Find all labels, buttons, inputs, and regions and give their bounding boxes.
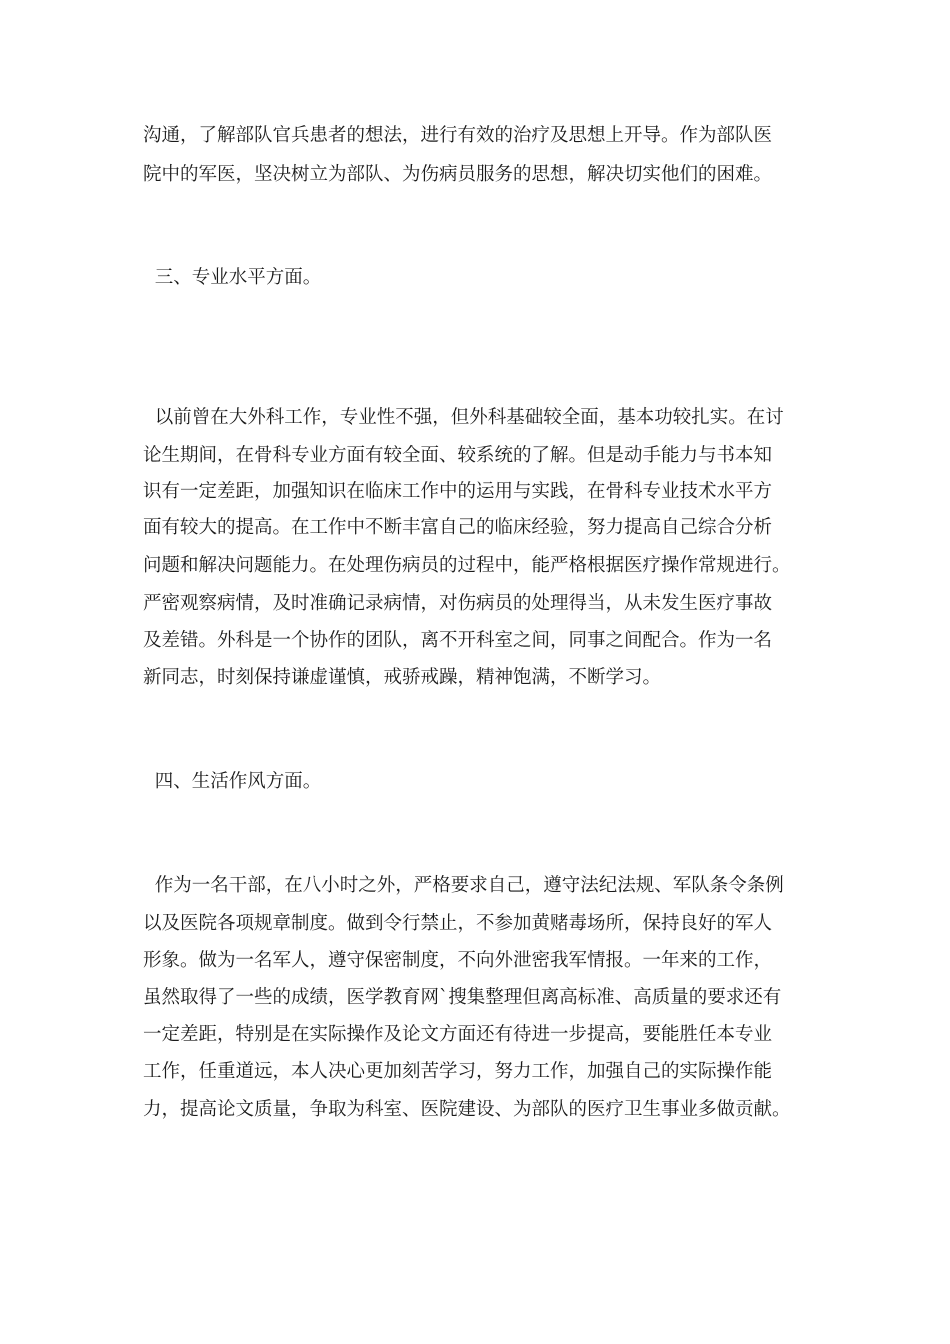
section3-line: 及差错。外科是一个协作的团队，离不开科室之间，同事之间配合。作为一名 bbox=[143, 630, 773, 651]
section4-line: 形象。做为一名军人，遵守保密制度，不向外泄密我军情报。一年来的工作， bbox=[143, 950, 773, 971]
section3-line: 严密观察病情，及时准确记录病情，对伤病员的处理得当，从未发生医疗事故 bbox=[143, 593, 773, 614]
intro-line: 沟通，了解部队官兵患者的想法，进行有效的治疗及思想上开导。作为部队医 bbox=[143, 125, 773, 146]
section3-heading: 三、专业水平方面。 bbox=[143, 267, 322, 288]
section4-line: 工作，任重道远，本人决心更加刻苦学习，努力工作，加强自己的实际操作能 bbox=[143, 1061, 773, 1082]
section3-line: 论生期间，在骨科专业方面有较全面、较系统的了解。但是动手能力与书本知 bbox=[143, 445, 773, 466]
section4-line: 虽然取得了一些的成绩，医学教育网`搜集整理但离高标准、高质量的要求还有 bbox=[143, 987, 782, 1008]
section4-line: 力，提高论文质量，争取为科室、医院建设、为部队的医疗卫生事业多做贡献。 bbox=[143, 1099, 791, 1120]
section3-line: 识有一定差距，加强知识在临床工作中的运用与实践，在骨科专业技术水平方 bbox=[143, 481, 773, 502]
section3-line: 面有较大的提高。在工作中不断丰富自己的临床经验，努力提高自己综合分析 bbox=[143, 517, 773, 538]
section4-heading: 四、生活作风方面。 bbox=[143, 771, 322, 792]
section3-line: 问题和解决问题能力。在处理伤病员的过程中，能严格根据医疗操作常规进行。 bbox=[143, 555, 791, 576]
section4-line: 一定差距，特别是在实际操作及论文方面还有待进一步提高，要能胜任本专业 bbox=[143, 1024, 773, 1045]
intro-line: 院中的军医，坚决树立为部队、为伤病员服务的思想，解决切实他们的困难。 bbox=[143, 164, 773, 185]
section3-line: 以前曾在大外科工作，专业性不强，但外科基础较全面，基本功较扎实。在讨 bbox=[143, 407, 784, 428]
section3-line: 新同志，时刻保持谦虚谨慎，戒骄戒躁，精神饱满，不断学习。 bbox=[143, 667, 662, 688]
section4-line: 以及医院各项规章制度。做到令行禁止，不参加黄赌毒场所，保持良好的军人 bbox=[143, 913, 773, 934]
section4-line: 作为一名干部，在八小时之外，严格要求自己，遵守法纪法规、军队条令条例 bbox=[143, 875, 784, 896]
